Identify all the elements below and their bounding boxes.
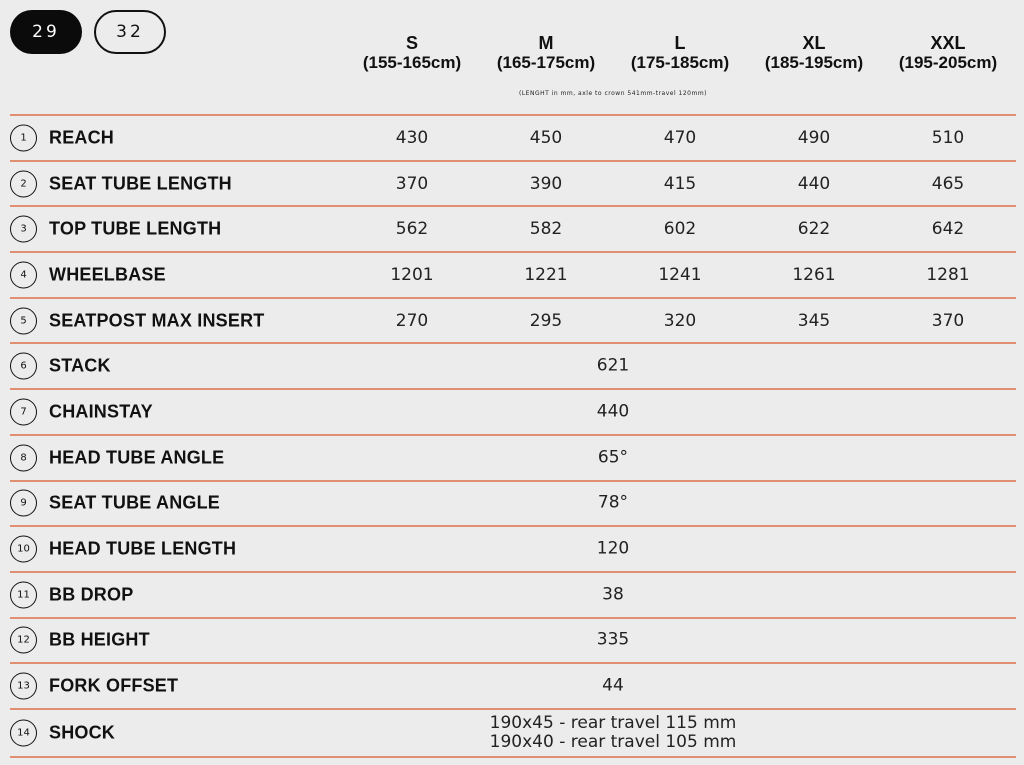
row-label: REACH: [49, 127, 115, 148]
table-row: [10, 617, 1016, 663]
row-label: FORK OFFSET: [49, 675, 179, 696]
row-label: BB DROP: [49, 584, 134, 605]
shared-value-cell: 120: [596, 538, 630, 559]
shared-value-cell: [345, 714, 881, 752]
table-row: [10, 205, 1016, 251]
row-label: SEAT TUBE LENGTH: [49, 173, 232, 194]
row-label: STACK: [49, 355, 111, 376]
row-number-badge: 7: [10, 398, 37, 425]
value-cell: 1201: [390, 264, 434, 285]
row-number-badge: 12: [10, 627, 37, 654]
value-cell: 1281: [926, 264, 970, 285]
value-cell: 622: [797, 219, 831, 240]
shared-value-cell: 65°: [597, 447, 629, 468]
size-header-xxl: [881, 33, 1015, 73]
shared-value-cell: 440: [596, 401, 630, 422]
table-row: [10, 662, 1016, 708]
value-cell: 602: [663, 219, 697, 240]
size-header-l: [613, 33, 747, 73]
value-cell: 390: [529, 173, 563, 194]
value-cell: 1241: [658, 264, 702, 285]
value-cell: 370: [931, 310, 965, 331]
value-cell: 415: [663, 173, 697, 194]
value-cell: 450: [529, 127, 563, 148]
row-number-badge: 1: [10, 124, 37, 151]
value-cell: 440: [797, 173, 831, 194]
size-name: M: [538, 33, 554, 53]
shared-value-line: 190x45 - rear travel 115 mm: [489, 712, 737, 733]
table-row: [10, 114, 1016, 160]
row-number-badge: 6: [10, 353, 37, 380]
shared-value-cell: 38: [602, 584, 624, 605]
size-name: L: [674, 33, 686, 53]
value-cell: 430: [395, 127, 429, 148]
row-number-badge: 4: [10, 261, 37, 288]
row-label: TOP TUBE LENGTH: [49, 218, 222, 239]
shared-value-line: 190x40 - rear travel 105 mm: [489, 731, 737, 752]
shared-value-cell: 621: [596, 355, 630, 376]
size-range: (165-175cm): [496, 53, 596, 72]
shared-value-cell: 78°: [597, 492, 629, 513]
table-row: [10, 525, 1016, 571]
table-row: [10, 480, 1016, 526]
table-row: [10, 388, 1016, 434]
value-cell: 490: [797, 127, 831, 148]
row-label: HEAD TUBE LENGTH: [49, 538, 237, 559]
value-cell: 1261: [792, 264, 836, 285]
row-number-badge: 13: [10, 673, 37, 700]
row-label: SEATPOST MAX INSERT: [49, 310, 265, 331]
row-label: SHOCK: [49, 722, 116, 743]
value-cell: 295: [529, 310, 563, 331]
size-header-m: [479, 33, 613, 73]
row-number-badge: 3: [10, 216, 37, 243]
row-label: WHEELBASE: [49, 264, 166, 285]
row-number-badge: 2: [10, 170, 37, 197]
table-row: [10, 434, 1016, 480]
size-name: XL: [802, 33, 826, 53]
value-cell: 642: [931, 219, 965, 240]
row-number-badge: 9: [10, 490, 37, 517]
size-range: (175-185cm): [630, 53, 730, 72]
value-cell: 510: [931, 127, 965, 148]
row-label: HEAD TUBE ANGLE: [49, 447, 225, 468]
value-cell: 345: [797, 310, 831, 331]
value-cell: 370: [395, 173, 429, 194]
table-row: [10, 571, 1016, 617]
size-range: (195-205cm): [898, 53, 998, 72]
row-label: SEAT TUBE ANGLE: [49, 492, 221, 513]
size-range: (185-195cm): [764, 53, 864, 72]
row-number-badge: 8: [10, 444, 37, 471]
row-label: CHAINSTAY: [49, 401, 153, 422]
wheel-size-tabs: [10, 10, 166, 54]
row-number-badge: 14: [10, 719, 37, 746]
value-cell: 1221: [524, 264, 568, 285]
value-cell: 465: [931, 173, 965, 194]
table-row: [10, 342, 1016, 388]
value-cell: 470: [663, 127, 697, 148]
tab-29[interactable]: 29: [10, 10, 82, 54]
size-range: (155-165cm): [362, 53, 462, 72]
row-number-badge: 5: [10, 307, 37, 334]
value-cell: 582: [529, 219, 563, 240]
shared-value-cell: 44: [602, 675, 624, 696]
size-name: S: [405, 33, 418, 53]
geometry-table: [10, 114, 1016, 758]
table-row: [10, 297, 1016, 343]
row-label: BB HEIGHT: [49, 629, 150, 650]
row-number-badge: 10: [10, 536, 37, 563]
table-row: [10, 160, 1016, 206]
table-row: [10, 708, 1016, 758]
value-cell: 320: [663, 310, 697, 331]
value-cell: 270: [395, 310, 429, 331]
tab-32[interactable]: 32: [94, 10, 166, 54]
table-row: [10, 251, 1016, 297]
size-name: XXL: [930, 33, 966, 53]
row-number-badge: 11: [10, 581, 37, 608]
value-cell: 562: [395, 219, 429, 240]
shared-value-cell: 335: [596, 629, 630, 650]
size-header-xl: [747, 33, 881, 73]
measurement-note: (LENGHT in mm, axle to crown 541mm-travel 120mm): [518, 90, 708, 97]
size-header-s: [345, 33, 479, 73]
